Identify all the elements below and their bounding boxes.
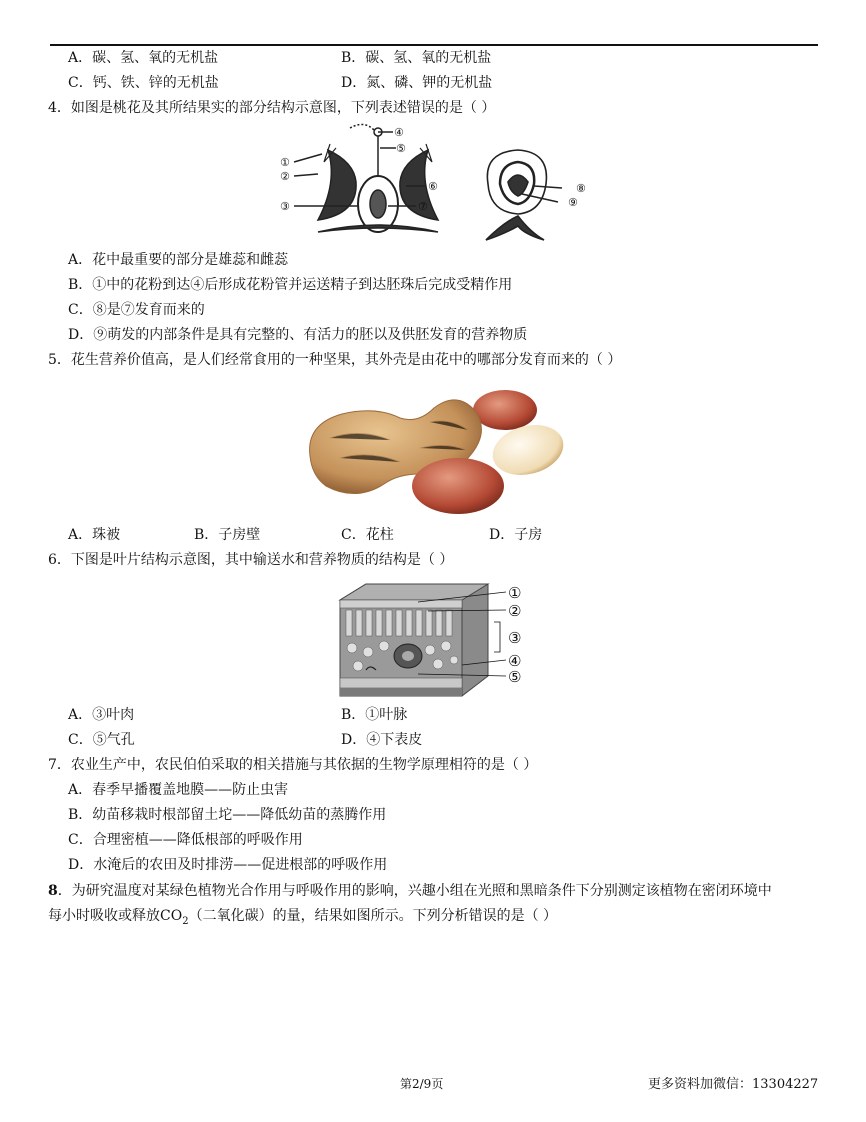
q4-option-c[interactable]: C．⑧是⑦发育而来的 (68, 302, 205, 318)
q7-stem: 7．农业生产中，农民伯伯采取的相关措施与其依据的生物学原理相符的是（ ） (48, 757, 538, 773)
q6-stem: 6．下图是叶片结构示意图，其中输送水和营养物质的结构是（ ） (48, 552, 454, 568)
q5-option-d[interactable]: D．子房 (489, 527, 543, 543)
leaf-block-figure (340, 584, 488, 696)
q6-option-c[interactable]: C．⑤气孔 (68, 732, 135, 748)
q8-stem-line2 (48, 906, 557, 932)
fig4-label-9: ⑨ (568, 196, 578, 209)
q7-option-c[interactable]: C．合理密植——降低根部的呼吸作用 (68, 832, 303, 848)
footer-contact: 更多资料加微信：13304227 (648, 1077, 819, 1092)
q5-option-b[interactable]: B．子房壁 (194, 527, 261, 543)
q4-option-a[interactable]: A．花中最重要的部分是雄蕊和雌蕊 (68, 252, 289, 268)
fig4-label-7: ⑦ (418, 200, 428, 213)
q8-stem-part-a: 每小时吸收或释放CO (48, 908, 183, 924)
fig4-label-2: ② (280, 170, 290, 183)
q8-stem-part-b: （二氧化碳）的量，结果如图所示。下列分析错误的是（ ） (188, 908, 558, 924)
q8-number: 8 (48, 883, 58, 899)
fig4-label-8: ⑧ (576, 182, 586, 195)
header-rule (50, 44, 818, 46)
q4-option-b[interactable]: B．①中的花粉到达④后形成花粉管并运送精子到达胚珠后完成受精作用 (68, 277, 513, 293)
q4-stem: 4．如图是桃花及其所结果实的部分结构示意图，下列表述错误的是（ ） (48, 100, 496, 116)
q7-option-b[interactable]: B．幼苗移栽时根部留土坨——降低幼苗的蒸腾作用 (68, 807, 387, 823)
fig6-label-3: ③ (508, 629, 522, 647)
peanut-photo (300, 378, 570, 520)
fig6-label-1: ① (508, 584, 522, 602)
q7-option-a[interactable]: A．春季早播覆盖地膜——防止虫害 (68, 782, 289, 798)
q8-stem-text: ．为研究温度对某绿色植物光合作用与呼吸作用的影响，兴趣小组在光照和黑暗条件下分别测定该植物在密闭环境中 (57, 883, 772, 899)
peach-flower-fruit-diagram (278, 122, 588, 246)
q6-option-b[interactable]: B．①叶脉 (341, 707, 408, 723)
peanut-kernel-red (412, 458, 504, 514)
q4-option-d[interactable]: D．⑨萌发的内部条件是具有完整的、有活力的胚以及供胚发育的营养物质 (68, 327, 528, 343)
fig4-label-6: ⑥ (428, 180, 438, 193)
peanut-kernel-top (473, 390, 537, 430)
q8-stem-line1 (48, 881, 772, 901)
fig4-label-1: ① (280, 156, 290, 169)
q5-stem: 5．花生营养价值高，是人们经常食用的一种坚果，其外壳是由花中的哪部分发育而来的（ ） (48, 352, 622, 368)
q3-option-b[interactable]: B．碳、氢、氧的无机盐 (341, 50, 492, 66)
q7-option-d[interactable]: D．水淹后的农田及时排涝——促进根部的呼吸作用 (68, 857, 388, 873)
q5-option-a[interactable]: A．珠被 (68, 527, 121, 543)
page-number: 第2/9页 (400, 1077, 444, 1091)
q6-option-d[interactable]: D．④下表皮 (341, 732, 423, 748)
fig4-label-5: ⑤ (396, 142, 406, 155)
fig4-label-4: ④ (394, 126, 404, 139)
leaf-structure-diagram (338, 580, 530, 700)
fig6-label-5: ⑤ (508, 668, 522, 686)
q3-option-d[interactable]: D．氮、磷、钾的无机盐 (341, 75, 493, 91)
q3-option-a[interactable]: A．碳、氢、氧的无机盐 (68, 50, 219, 66)
q6-option-a[interactable]: A．③叶肉 (68, 707, 135, 723)
peach-flower-figure (294, 124, 438, 232)
peach-fruit-figure (486, 150, 562, 240)
q8-co2-subscript: 2 (182, 915, 189, 927)
q5-option-c[interactable]: C．花柱 (341, 527, 394, 543)
fig6-label-4: ④ (508, 652, 522, 670)
fig4-label-3: ③ (280, 200, 290, 213)
fig6-label-2: ② (508, 602, 522, 620)
q3-option-c[interactable]: C．钙、铁、锌的无机盐 (68, 75, 219, 91)
